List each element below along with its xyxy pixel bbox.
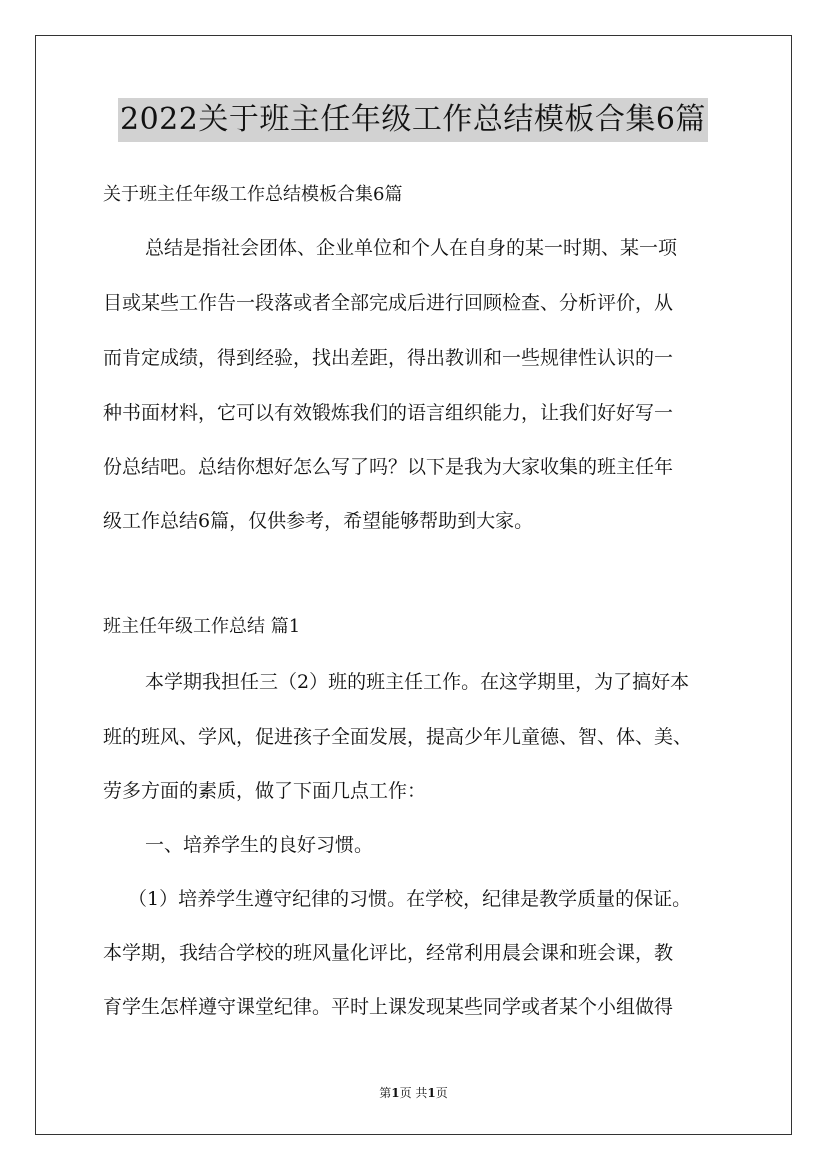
- section-line: 本学期我担任三（2）班的班主任工作。在这学期里，为了搞好本: [145, 671, 690, 693]
- footer-page-total: 1: [427, 1086, 436, 1100]
- intro-line: 份总结吧。总结你想好怎么写了吗？以下是我为大家收集的班主任年: [103, 456, 674, 478]
- section-heading: 班主任年级工作总结 篇1: [103, 616, 301, 637]
- document-subtitle: 关于班主任年级工作总结模板合集6篇: [103, 184, 403, 205]
- footer-page-number: 1: [391, 1086, 400, 1100]
- document-title: 2022关于班主任年级工作总结模板合集6篇: [118, 98, 708, 142]
- intro-line: 级工作总结6篇，仅供参考，希望能够帮助到大家。: [103, 510, 534, 532]
- intro-line: 总结是指社会团体、企业单位和个人在自身的某一时期、某一项: [145, 237, 678, 259]
- intro-line: 种书面材料，它可以有效锻炼我们的语言组织能力，让我们好好写一: [103, 402, 674, 424]
- section-line: 本学期，我结合学校的班风量化评比，经常利用晨会课和班会课，教: [103, 942, 674, 964]
- section-line: 育学生怎样遵守课堂纪律。平时上课发现某些同学或者某个小组做得: [103, 996, 674, 1018]
- section-line: （1）培养学生遵守纪律的习惯。在学校，纪律是教学质量的保证。: [128, 888, 692, 910]
- intro-line: 目或某些工作告一段落或者全部完成后进行回顾检查、分析评价，从: [103, 292, 674, 314]
- section-line: 一、培养学生的良好习惯。: [145, 834, 374, 856]
- footer-page-prefix: 第: [379, 1086, 392, 1100]
- section-line: 班的班风、学风，促进孩子全面发展，提高少年儿童德、智、体、美、: [103, 726, 693, 748]
- footer-page-suffix: 页: [435, 1086, 448, 1100]
- footer-page-mid: 页 共: [399, 1086, 428, 1100]
- section-line: 劳多方面的素质，做了下面几点工作：: [103, 780, 427, 802]
- page-footer: [0, 1084, 827, 1101]
- intro-line: 而肯定成绩，得到经验，找出差距，得出教训和一些规律性认识的一: [103, 347, 674, 369]
